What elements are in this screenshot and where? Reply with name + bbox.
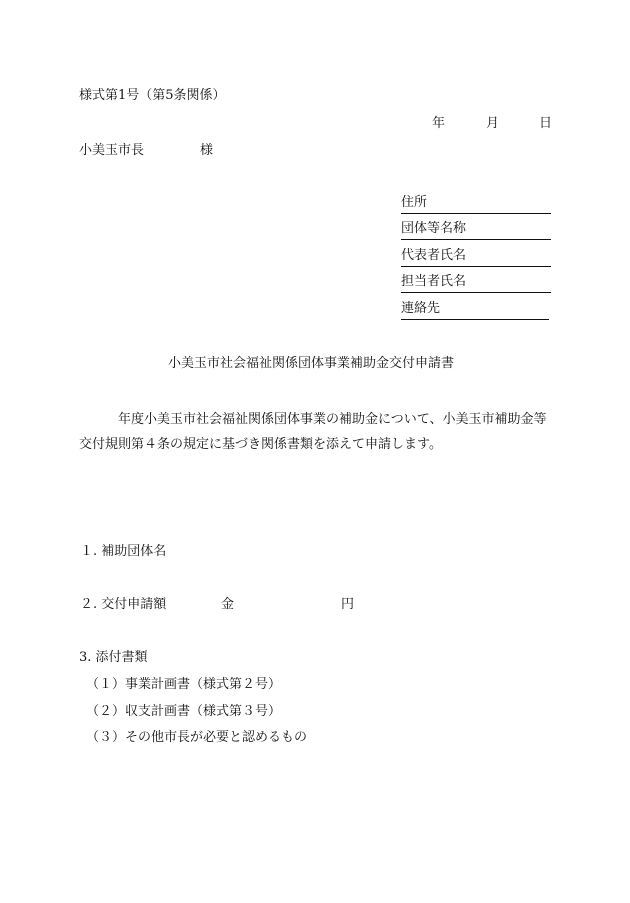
form-number: 様式第1号（第5条関係） (79, 88, 226, 103)
amount-unit: 円 (341, 597, 355, 612)
addressee-suffix: 様 (200, 143, 214, 158)
application-statement: 年度小美玉市社会福祉関係団体事業の補助金について、小美玉市補助金等交付規則第４条の規定に基づき関係書類を添えて申請します。 (79, 412, 547, 452)
attachment-item: （１）事業計画書（様式第２号） (86, 677, 282, 692)
addressee: 小美玉市長 (79, 143, 145, 158)
attachment-item: （２）収支計画書（様式第３号） (86, 704, 282, 719)
item-attachments: 3. 添付書類 (79, 650, 148, 665)
item-application-amount: ２. 交付申請額 (80, 597, 167, 612)
document-title: 小美玉市社会福祉関係団体事業補助金交付申請書 (168, 356, 455, 371)
applicant-address-field: 住所 (401, 196, 551, 214)
applicant-contact-info-field: 連絡先 (401, 302, 549, 320)
date-month-label: 月 (486, 116, 500, 131)
item-subsidized-organization: １. 補助団体名 (80, 544, 167, 559)
applicant-representative-field: 代表者氏名 (401, 249, 551, 267)
applicant-organization-name-field: 団体等名称 (401, 222, 551, 240)
applicant-contact-person-field: 担当者氏名 (401, 275, 551, 293)
date-year-label: 年 (432, 116, 446, 131)
amount-prefix: 金 (221, 597, 235, 612)
attachment-item: （３）その他市長が必要と認めるもの (86, 730, 308, 745)
date-day-label: 日 (539, 116, 553, 131)
